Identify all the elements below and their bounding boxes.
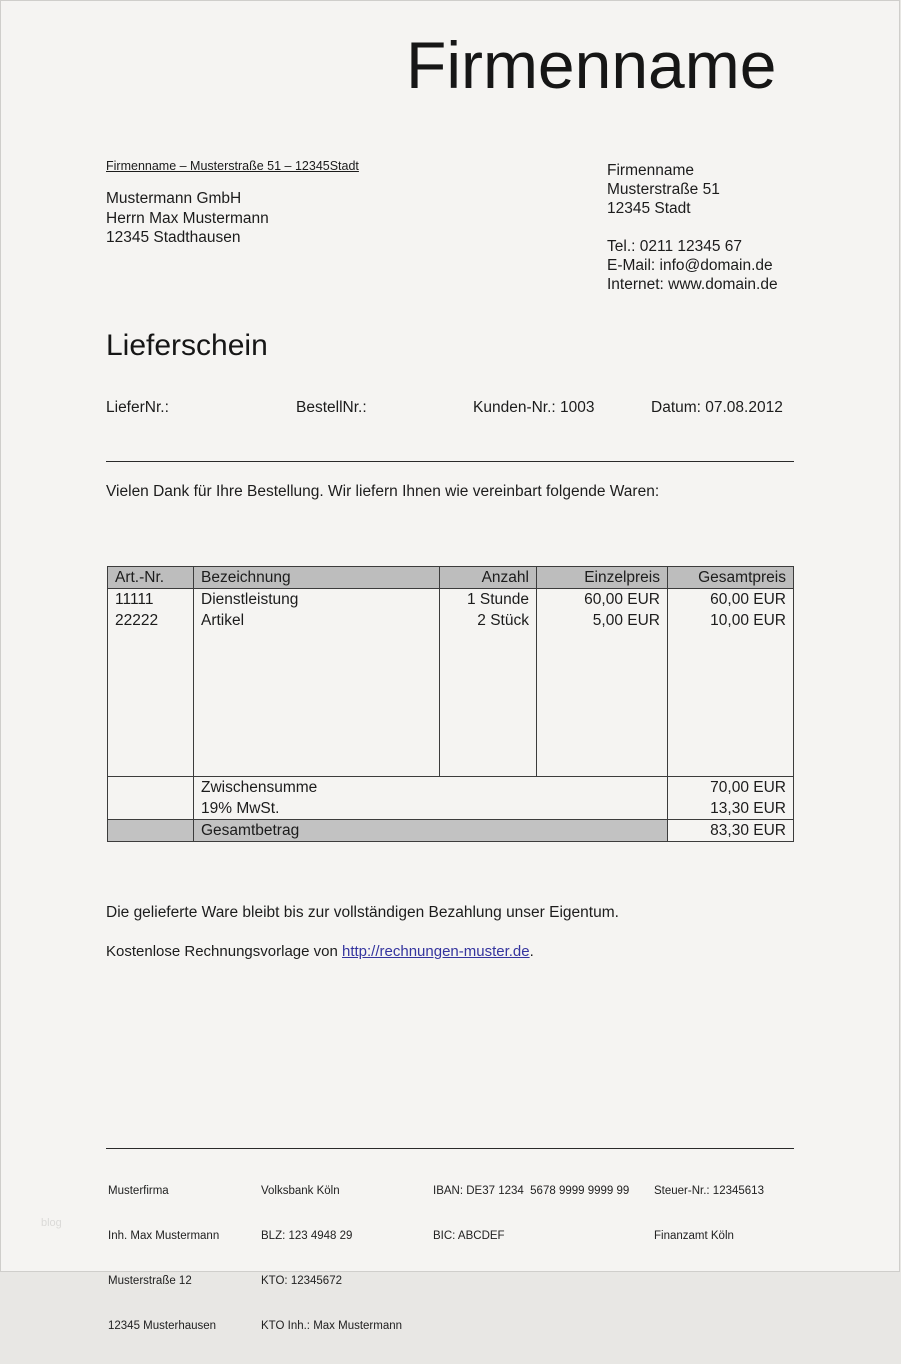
summary-labels-cell [194,777,668,820]
recipient-city: 12345 Stadthausen [106,229,241,246]
item-art-nr: 22222 [115,612,159,629]
grand-total-value: 83,30 EUR [668,820,794,842]
company-website: Internet: www.domain.de [607,276,778,294]
grand-total-label: Gesamtbetrag [194,820,668,842]
item-description: Dienstleistung [201,591,299,608]
footer-bank-column [261,1154,402,1364]
summary-values-cell [668,777,794,820]
footer-owner: Inh. Max Mustermann [108,1230,220,1242]
template-source-line [106,943,534,960]
company-name: Firmenname [607,162,694,179]
footer-tax-office: Finanzamt Köln [654,1230,734,1242]
footer-tax-number: Steuer-Nr.: 12345613 [654,1185,764,1197]
footer-kto: KTO: 12345672 [261,1275,342,1287]
cell-art-nr [108,589,194,777]
item-unit-price: 60,00 EUR [584,591,660,608]
customer-number-field: Kunden-Nr.: 1003 [473,399,595,416]
footer-company-column [108,1154,219,1364]
source-suffix: . [529,943,534,960]
spacer [607,219,778,237]
total-empty-cell [108,820,194,842]
column-header-anzahl: Anzahl [440,567,537,589]
divider-line-footer [106,1148,794,1149]
cell-anzahl [440,589,537,777]
company-phone: Tel.: 0211 12345 67 [607,237,743,255]
vat-value: 13,30 EUR [710,800,786,817]
items-body-row [108,589,794,777]
footer-iban: IBAN: DE37 1234 5678 9999 9999 99 [433,1185,630,1197]
company-city: 12345 Stadt [607,200,691,218]
cell-gesamtpreis [668,589,794,777]
column-header-gesamtpreis: Gesamtpreis [668,567,794,589]
summary-empty-cell [108,777,194,820]
item-total-price: 10,00 EUR [710,612,786,629]
footer-blz: BLZ: 123 4948 29 [261,1230,353,1242]
footer-bic: BIC: ABCDEF [433,1230,505,1242]
company-address-block [607,161,778,294]
cell-bezeichnung [194,589,440,777]
cell-einzelpreis [537,589,668,777]
footer-iban-column [433,1154,629,1274]
column-header-einzelpreis: Einzelpreis [537,567,668,589]
document-title: Lieferschein [106,329,268,362]
date-field: Datum: 07.08.2012 [651,399,783,416]
footer-bank-name: Volksbank Köln [261,1185,340,1197]
delivery-number-field: LieferNr.: [106,399,169,416]
recipient-address-block [106,189,269,248]
footer-city: 12345 Musterhausen [108,1320,217,1332]
item-quantity: 1 Stunde [466,591,529,608]
order-number-field: BestellNr.: [296,399,367,416]
template-source-link[interactable]: http://rechnungen-muster.de [342,943,530,960]
recipient-contact-person: Herrn Max Mustermann [106,209,269,227]
footer-kto-holder: KTO Inh.: Max Mustermann [261,1320,403,1332]
sender-return-address: Firmenname – Musterstraße 51 – 12345Stadt [106,159,359,173]
source-prefix: Kostenlose Rechnungsvorlage von [106,943,342,960]
company-street: Musterstraße 51 [607,181,720,199]
divider-line-top [106,461,794,462]
item-quantity: 2 Stück [477,612,529,629]
intro-text: Vielen Dank für Ihre Bestellung. Wir liefern Ihnen wie vereinbart folgende Waren: [106,483,660,500]
grand-total-row [108,820,794,842]
items-table [107,566,794,842]
item-art-nr: 11111 [115,591,154,608]
footer-street: Musterstraße 12 [108,1275,192,1287]
subtotal-label: Zwischensumme [201,779,318,796]
item-description: Artikel [201,612,245,629]
recipient-name: Mustermann GmbH [106,190,242,207]
footer-company-name: Musterfirma [108,1185,169,1197]
vat-label: 19% MwSt. [201,800,280,817]
company-logo-title: Firmenname [406,28,777,102]
footer-tax-column [654,1154,764,1274]
watermark-text: blog [41,1217,62,1229]
summary-row [108,777,794,820]
column-header-art-nr: Art.-Nr. [108,567,194,589]
company-email: E-Mail: info@domain.de [607,256,773,274]
subtotal-value: 70,00 EUR [710,779,786,796]
ownership-clause: Die gelieferte Ware bleibt bis zur vollständigen Bezahlung unser Eigentum. [106,904,619,921]
item-unit-price: 5,00 EUR [592,612,660,629]
items-table-header-row [108,567,794,589]
item-total-price: 60,00 EUR [710,591,786,608]
column-header-bezeichnung: Bezeichnung [194,567,440,589]
